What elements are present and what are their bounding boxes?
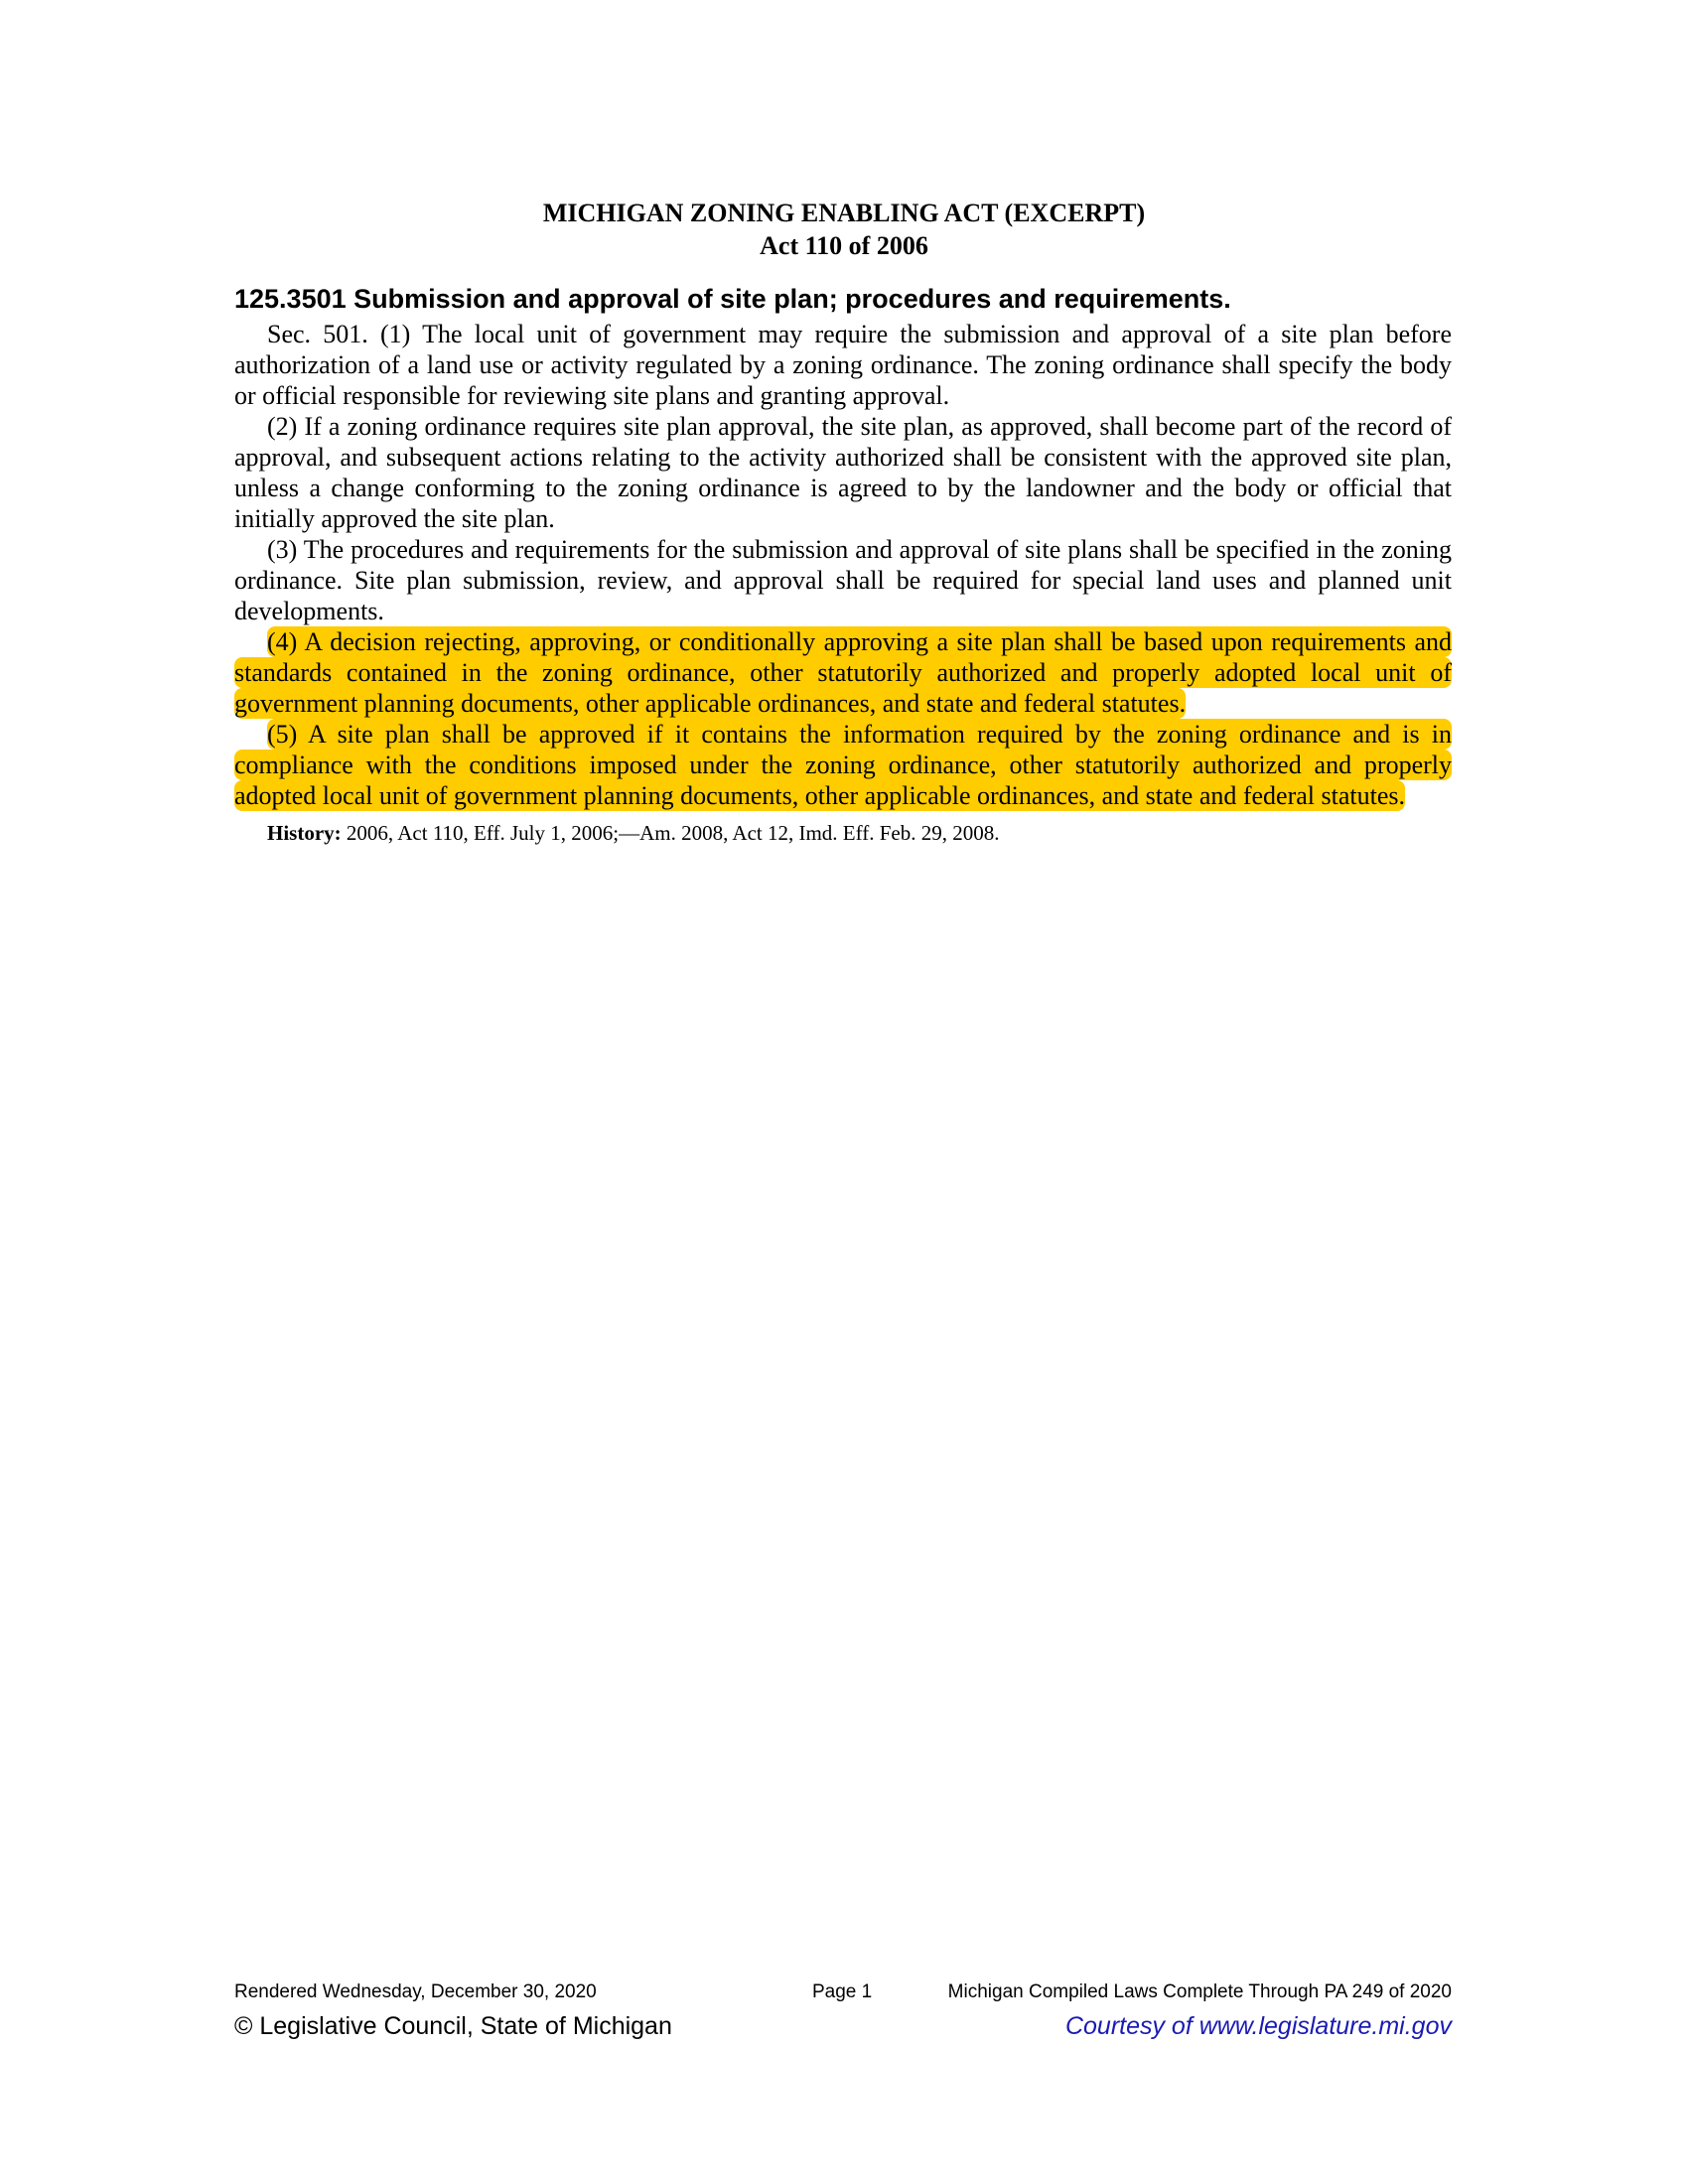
document-header xyxy=(0,197,1688,262)
paragraph-5-highlighted-text: (5) A site plan shall be approved if it contains the information required by the zoning ordinance and is in compliance with the conditions imposed under the zoning ordinance, other statutorily authorized and properly adopted local unit of government planning documents, other applicable ordinances, and state and federal statutes. xyxy=(234,720,1452,810)
paragraph-3-text: (3) The procedures and requirements for the submission and approval of site plans shall be specified in the zoning ordinance. Site plan submission, review, and approval shall be required for special land uses and planned unit developments. xyxy=(234,535,1452,625)
footer-courtesy-link[interactable]: Courtesy of www.legislature.mi.gov xyxy=(1064,2012,1452,2040)
paragraph-4 xyxy=(234,626,1452,719)
paragraph-4-highlighted-text: (4) A decision rejecting, approving, or conditionally approving a site plan shall be based upon requirements and standards contained in the zoning ordinance, other statutorily authorized and properly adopted local unit of government planning documents, other applicable ordinances, and state and federal statutes. xyxy=(234,627,1452,718)
paragraph-3 xyxy=(234,534,1452,626)
paragraph-1 xyxy=(234,319,1452,411)
paragraph-5 xyxy=(234,719,1452,811)
paragraph-2-text: (2) If a zoning ordinance requires site plan approval, the site plan, as approved, shall become part of the record of approval, and subsequent actions relating to the activity authorized shall be consistent with the approved site plan, unless a change conforming to the zoning ordinance is agreed to by the landowner and the body or official that initially approved the site plan. xyxy=(234,412,1452,533)
history-text: 2006, Act 110, Eff. July 1, 2006;—Am. 2008, Act 12, Imd. Eff. Feb. 29, 2008. xyxy=(346,821,1000,845)
section-content xyxy=(234,281,1452,846)
footer-page-number: Page 1 xyxy=(812,1981,873,2002)
history-note xyxy=(267,820,1452,846)
paragraph-2 xyxy=(234,411,1452,534)
footer-rendered-date: Rendered Wednesday, December 30, 2020 xyxy=(234,1981,597,2002)
document-subtitle: Act 110 of 2006 xyxy=(760,231,928,260)
footer-compiled-laws: Michigan Compiled Laws Complete Through PA 249 of 2020 xyxy=(947,1981,1452,2002)
section-heading: 125.3501 Submission and approval of site plan; procedures and requirements. xyxy=(234,284,1231,314)
paragraph-1-text: Sec. 501. (1) The local unit of government may require the submission and approval of a site plan before authorization of a land use or activity regulated by a zoning ordinance. The zoning ordinance shall specify the body or official responsible for reviewing site plans and granting approval. xyxy=(234,320,1452,410)
footer-copyright: © Legislative Council, State of Michigan xyxy=(234,2012,672,2040)
document-title: MICHIGAN ZONING ENABLING ACT (EXCERPT) xyxy=(542,199,1146,227)
history-label: History: xyxy=(267,821,342,845)
